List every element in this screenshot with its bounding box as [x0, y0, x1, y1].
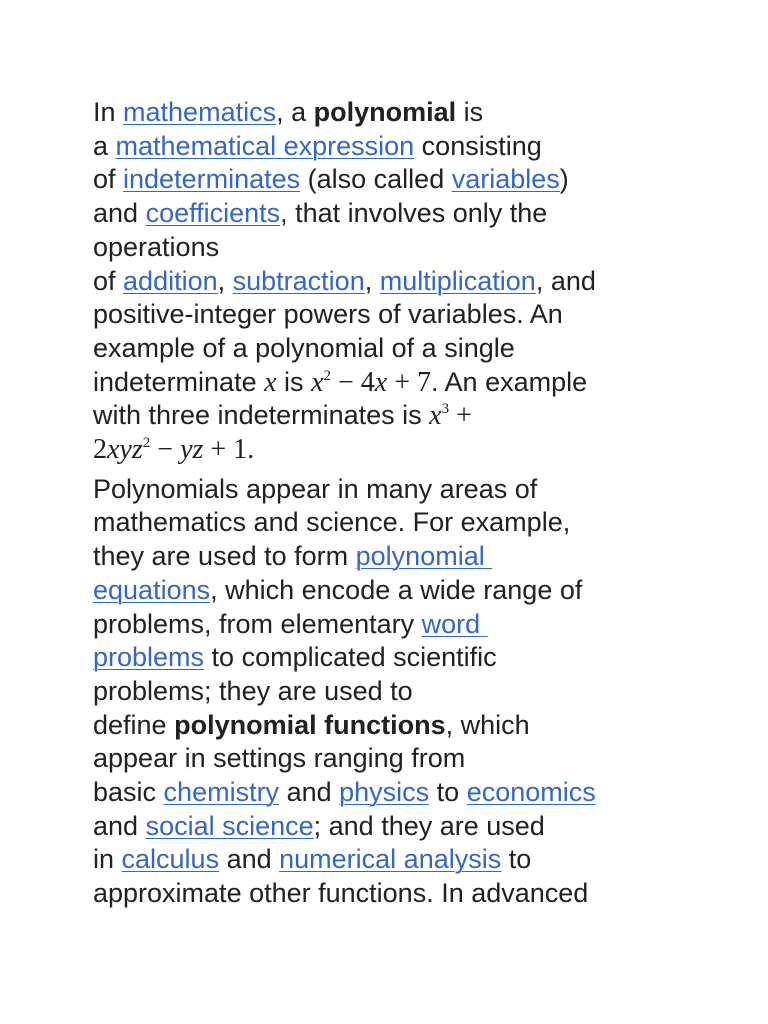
text-line: problems; they are used to: [93, 675, 413, 706]
text-run: and: [279, 777, 340, 808]
math-exponent: 2: [323, 367, 331, 384]
text-line: example of a polynomial of a single: [93, 332, 515, 363]
link-word-problems[interactable]: word: [421, 608, 488, 639]
text-run: (also called: [300, 164, 452, 195]
math-symbol: x: [311, 366, 324, 398]
math-symbol: x: [374, 366, 388, 398]
math-symbol: −: [150, 434, 181, 466]
article-body: [93, 96, 683, 911]
math-expression-example-1: [311, 367, 431, 398]
term-polynomial: polynomial: [313, 97, 457, 127]
text-run: basic: [93, 777, 164, 808]
link-addition[interactable]: addition: [123, 265, 218, 296]
link-calculus[interactable]: calculus: [121, 844, 220, 875]
link-chemistry[interactable]: chemistry: [163, 777, 280, 808]
text-run: ,: [364, 265, 380, 296]
text-run: , and: [535, 265, 596, 296]
math-symbol: xyz: [107, 434, 143, 466]
text-line: approximate other functions. In advanced: [93, 878, 589, 909]
math-symbol: x: [264, 366, 277, 398]
text-line: [93, 399, 683, 433]
text-line: [93, 96, 683, 130]
math-symbol: yz: [180, 434, 204, 466]
link-polynomial-equations[interactable]: equations: [93, 574, 211, 605]
text-line: [93, 366, 683, 400]
link-variables[interactable]: variables: [451, 164, 560, 195]
text-run: with three indeterminates is: [93, 400, 430, 431]
link-numerical-analysis[interactable]: numerical analysis: [279, 844, 502, 875]
math-symbol: +: [449, 400, 472, 432]
text-run: . An example: [431, 366, 588, 397]
text-run: problems, from elementary: [93, 608, 422, 639]
link-mathematical-expression[interactable]: mathematical expression: [115, 130, 415, 161]
text-run: and: [219, 844, 280, 875]
math-variable-x: [264, 367, 276, 398]
text-line: positive-integer powers of variables. An: [93, 299, 563, 330]
text-line: mathematics and science. For example,: [93, 507, 571, 538]
math-expression-example-2-part-1: [429, 400, 472, 431]
text-run: and: [93, 198, 146, 229]
link-economics[interactable]: economics: [466, 777, 596, 808]
text-line: [93, 163, 683, 197]
text-run: they are used to form: [93, 541, 356, 572]
math-symbol: + 1: [203, 434, 248, 466]
text-run: is: [456, 97, 484, 127]
text-run: to: [501, 844, 532, 875]
text-run: indeterminate: [93, 366, 265, 397]
link-mathematics[interactable]: mathematics: [123, 97, 277, 127]
text-line: [93, 843, 683, 877]
text-line: [93, 608, 683, 642]
text-run: define: [93, 709, 175, 740]
link-polynomial-equations[interactable]: polynomial: [355, 541, 493, 572]
text-run: to: [429, 777, 467, 808]
math-symbol: x: [429, 400, 442, 432]
paragraph-definition: [93, 96, 683, 467]
text-line: [93, 197, 683, 231]
link-physics[interactable]: physics: [339, 777, 430, 808]
text-run: ; and they are used: [313, 810, 545, 841]
text-line: [93, 776, 683, 810]
text-run: In: [93, 97, 124, 127]
math-symbol: − 4: [331, 366, 375, 398]
text-run: , that involves only the: [280, 198, 548, 229]
text-line: [93, 810, 683, 844]
link-coefficients[interactable]: coefficients: [145, 198, 281, 229]
math-period: .: [247, 434, 255, 466]
text-run: , which encode a wide range of: [210, 574, 583, 605]
text-line: [93, 709, 683, 743]
text-line: [93, 130, 683, 164]
paragraph-applications: [93, 473, 683, 911]
math-exponent: 3: [441, 401, 450, 418]
link-word-problems[interactable]: problems: [93, 642, 205, 673]
text-run: a: [93, 130, 116, 161]
text-line: operations: [93, 231, 220, 262]
link-social-science[interactable]: social science: [145, 810, 314, 841]
text-run: to complicated scientific: [204, 642, 497, 673]
text-run: ): [559, 164, 569, 195]
text-line: [93, 265, 683, 299]
text-run: in: [93, 844, 122, 875]
text-run: and: [93, 810, 146, 841]
text-line: [93, 433, 683, 467]
text-run: of: [93, 164, 124, 195]
link-multiplication[interactable]: multiplication: [379, 265, 536, 296]
text-line: Polynomials appear in many areas of: [93, 473, 538, 504]
link-subtraction[interactable]: subtraction: [232, 265, 365, 296]
text-line: [93, 574, 683, 608]
text-run: of: [93, 265, 124, 296]
text-line: [93, 641, 683, 675]
text-line: appear in settings ranging from: [93, 743, 466, 774]
math-exponent: 2: [142, 435, 151, 452]
math-expression-example-2-part-2: [93, 434, 247, 465]
text-line: [93, 540, 683, 574]
text-run: , which: [445, 709, 530, 740]
text-run: ,: [217, 265, 233, 296]
link-indeterminates[interactable]: indeterminates: [123, 164, 301, 195]
text-run: is: [276, 366, 312, 397]
math-symbol: + 7: [387, 366, 432, 398]
text-run: consisting: [414, 130, 542, 161]
text-run: , a: [276, 97, 314, 127]
math-symbol: 2: [93, 434, 107, 466]
term-polynomial-functions: polynomial functions: [174, 709, 446, 740]
